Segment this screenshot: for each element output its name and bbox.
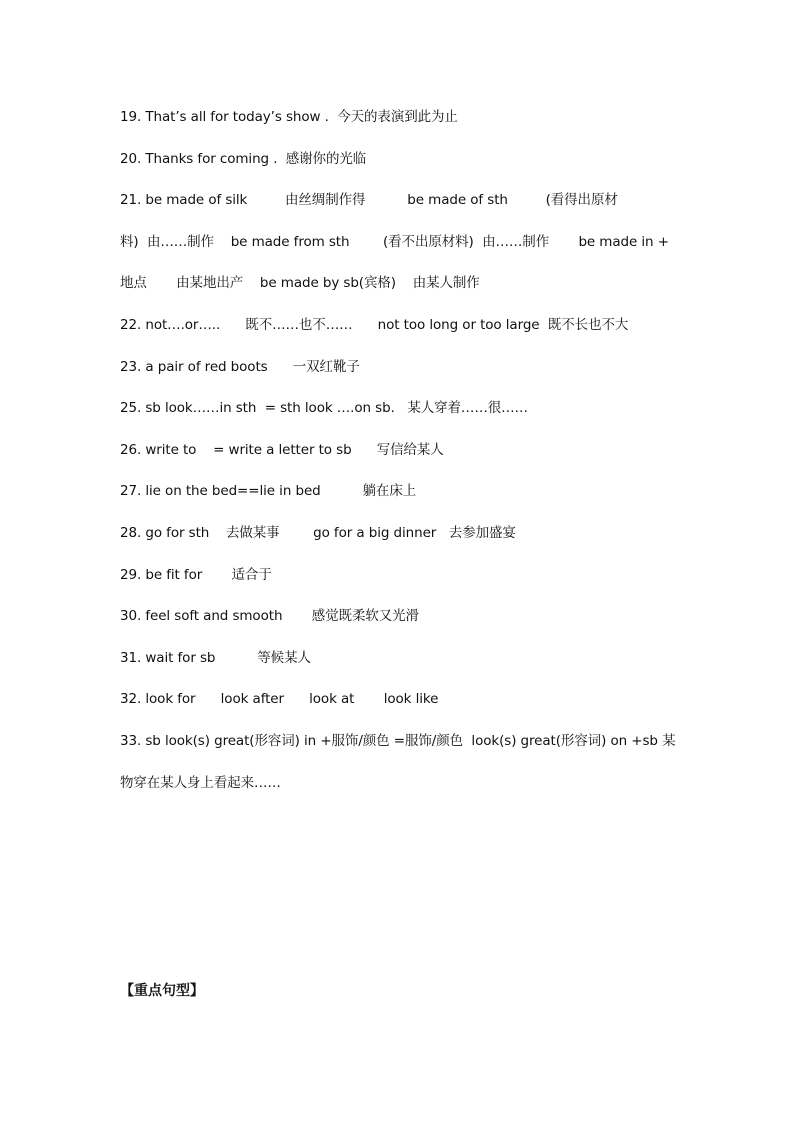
phrase-line-29: 29. be fit for 适合于 xyxy=(120,567,272,583)
phrase-line-26: 26. write to = write a letter to sb 写信给某人 xyxy=(120,442,444,458)
phrase-line-32: 32. look for look after look at look like xyxy=(120,691,439,707)
phrase-line-33-cont: 物穿在某人身上看起来…… xyxy=(120,775,281,791)
phrase-line-21-cont-2: 地点 由某地出产 be made by sb(宾格) 由某人制作 xyxy=(120,275,480,291)
phrase-line-31: 31. wait for sb 等候某人 xyxy=(120,650,311,666)
phrase-line-21: 21. be made of silk 由丝绸制作得 be made of sth (看得出原材 xyxy=(120,192,618,208)
phrase-line-23: 23. a pair of red boots 一双红靴子 xyxy=(120,359,360,375)
phrase-line-30: 30. feel soft and smooth 感觉既柔软又光滑 xyxy=(120,608,419,624)
phrase-line-19: 19. That’s all for today’s show . 今天的表演到此为止 xyxy=(120,109,458,125)
phrase-line-27: 27. lie on the bed==lie in bed 躺在床上 xyxy=(120,483,417,499)
phrase-line-33: 33. sb look(s) great(形容词) in +服饰/颜色 =服饰/颜色 look(s) great(形容词) on +sb 某 xyxy=(120,733,676,749)
phrase-line-20: 20. Thanks for coming . 感谢你的光临 xyxy=(120,151,367,167)
section-heading: 【重点句型】 xyxy=(120,983,204,999)
phrase-line-21-cont-1: 料) 由……制作 be made from sth (看不出原材料) 由……制作 be made in + xyxy=(120,234,669,250)
phrase-line-25: 25. sb look……in sth = sth look ….on sb. 某人穿着……很…… xyxy=(120,400,528,416)
phrase-line-28: 28. go for sth 去做某事 go for a big dinner 去参加盛宴 xyxy=(120,525,516,541)
phrase-line-22: 22. not….or….. 既不……也不…… not too long or too large 既不长也不大 xyxy=(120,317,629,333)
